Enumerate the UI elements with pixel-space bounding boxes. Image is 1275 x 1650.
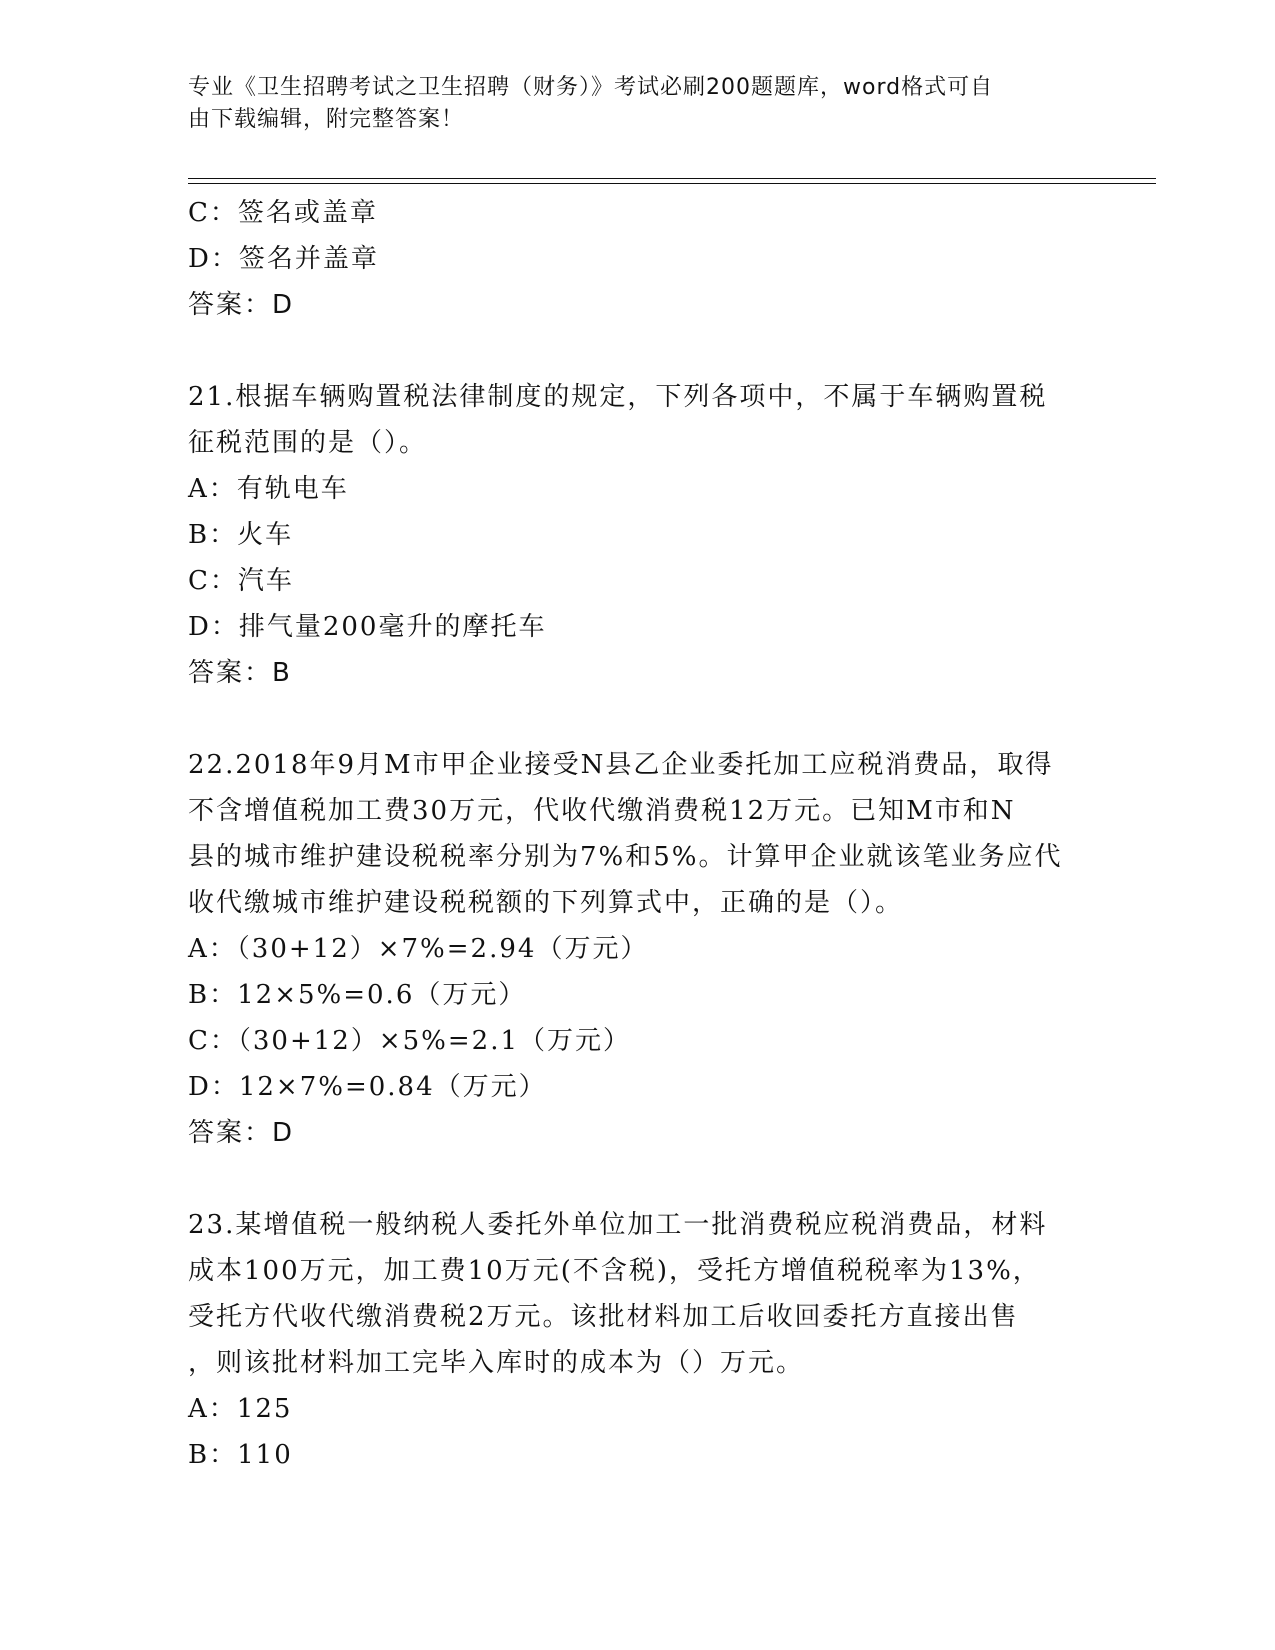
question-text-line: 受托方代收代缴消费税2万元。该批材料加工后收回委托方直接出售 xyxy=(188,1302,1019,1332)
question-text-line: 县的城市维护建设税税率分别为7%和5%。计算甲企业就该笔业务应代 xyxy=(188,842,1063,872)
header-divider-top xyxy=(188,178,1156,179)
answer-line: 答案：D xyxy=(188,1118,295,1148)
question-22 xyxy=(188,742,1088,1156)
question-text-line: ，则该批材料加工完毕入库时的成本为（）万元。 xyxy=(188,1348,805,1378)
header-divider-bottom xyxy=(188,183,1156,184)
document-body xyxy=(188,190,1088,1478)
option-d: D：签名并盖章 xyxy=(188,244,379,274)
question-23 xyxy=(188,1202,1088,1478)
spacer xyxy=(188,1156,1088,1202)
option-a: A：125 xyxy=(188,1394,293,1424)
header-line-2: 由下载编辑，附完整答案！ xyxy=(188,107,465,132)
question-text-line: 征税范围的是（）。 xyxy=(188,428,428,458)
question-text-line: 收代缴城市维护建设税税额的下列算式中，正确的是（）。 xyxy=(188,888,904,918)
header-line-1: 专业《卫生招聘考试之卫生招聘（财务）》考试必刷200题题库，word格式可自 xyxy=(188,75,994,100)
option-d: D：排气量200毫升的摩托车 xyxy=(188,612,547,642)
option-b: B：12×5%=0.6（万元） xyxy=(188,980,527,1010)
option-c: C：（30+12）×5%=2.1（万元） xyxy=(188,1026,632,1056)
spacer xyxy=(188,696,1088,742)
question-text-line: 成本100万元，加工费10万元(不含税)，受托方增值税税率为13%， xyxy=(188,1256,1041,1286)
question-text-line: 23.某增值税一般纳税人委托外单位加工一批消费税应税消费品，材料 xyxy=(188,1210,1048,1240)
question-text-line: 21.根据车辆购置税法律制度的规定，下列各项中，不属于车辆购置税 xyxy=(188,382,1048,412)
question-text-line: 22.2018年9月M市甲企业接受N县乙企业委托加工应税消费品，取得 xyxy=(188,750,1054,780)
question-21 xyxy=(188,374,1088,696)
option-b: B：110 xyxy=(188,1440,293,1470)
option-d: D：12×7%=0.84（万元） xyxy=(188,1072,547,1102)
option-c: C：汽车 xyxy=(188,566,294,596)
option-a: A：有轨电车 xyxy=(188,474,349,504)
answer-line: 答案：D xyxy=(188,290,295,320)
option-a: A：（30+12）×7%=2.94（万元） xyxy=(188,934,649,964)
question-20-continued xyxy=(188,190,1088,328)
option-b: B：火车 xyxy=(188,520,294,550)
page-header xyxy=(188,72,1068,136)
question-text-line: 不含增值税加工费30万元，代收代缴消费税12万元。已知M市和N xyxy=(188,796,1016,826)
spacer xyxy=(188,328,1088,374)
option-c: C：签名或盖章 xyxy=(188,198,378,228)
answer-line: 答案：B xyxy=(188,658,292,688)
